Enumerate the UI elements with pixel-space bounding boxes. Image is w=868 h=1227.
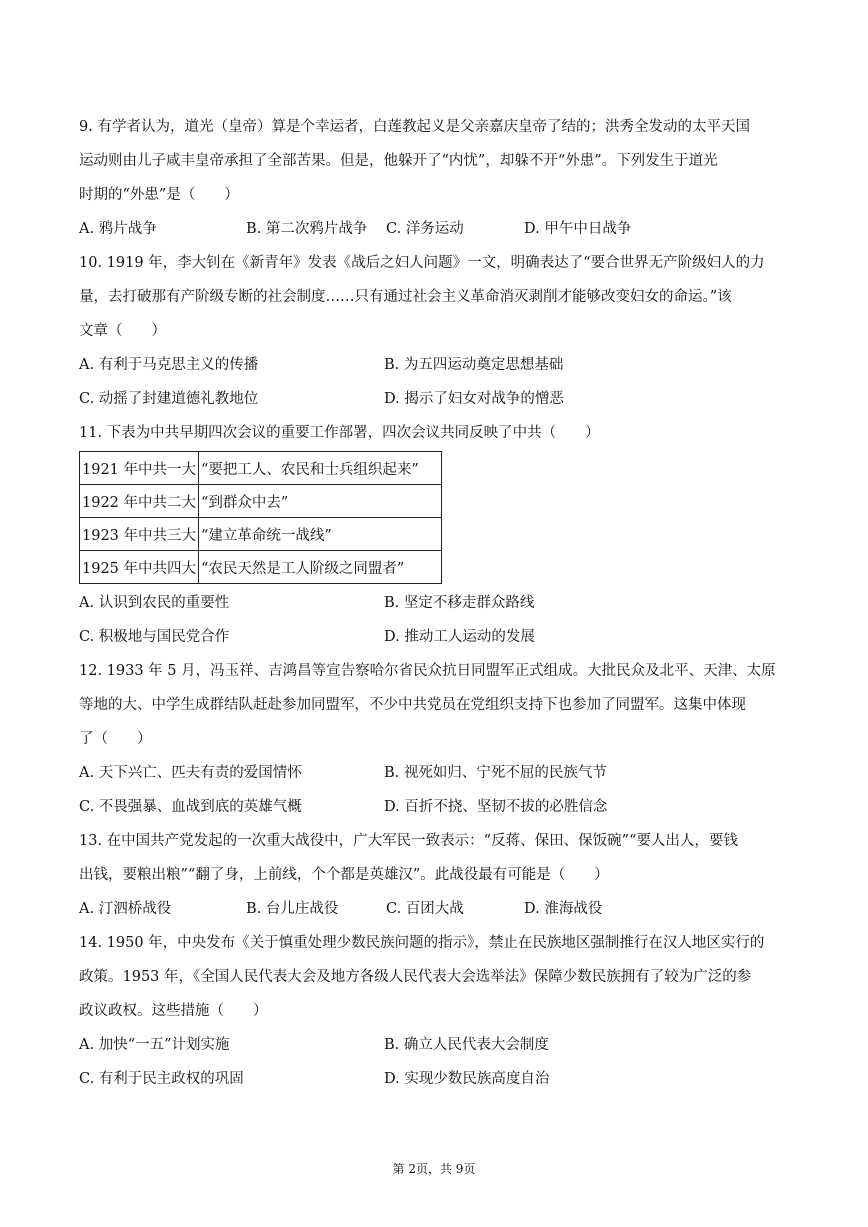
- stem-line: 运动则由儿子咸丰皇帝承担了全部苦果。但是，他躲开了“内忧”，却躲不开“外患”。下列发生于道光: [79, 153, 718, 169]
- table-cell-deployment: “农民天然是工人阶级之同盟者”: [199, 551, 442, 584]
- option-d: D. 实现少数民族高度自治: [384, 1071, 550, 1087]
- stem-line: 13. 在中国共产党发起的一次重大战役中，广大军民一致表示：“反蒋、保田、保饭碗”“要人出人，要钱: [79, 833, 738, 849]
- stem-line: 12. 1933 年 5 月，冯玉祥、吉鸿昌等宣告察哈尔省民众抗日同盟军正式组成。大批民众及北平、天津、太原: [79, 663, 776, 679]
- question-stem: [79, 246, 791, 348]
- option-c: C. 百团大战: [386, 901, 464, 917]
- stem-line: 等地的大、中学生成群结队赶赴参加同盟军，不少中共党员在党组织支持下也参加了同盟军。这集中体现: [79, 697, 746, 713]
- option-b: B. 第二次鸦片战争: [246, 221, 368, 237]
- stem-line: 14. 1950 年，中央发布《关于慎重处理少数民族问题的指示》，禁止在民族地区强制推行在汉人地区实行的: [79, 935, 765, 951]
- page-number: 第 2页，共 9页: [392, 1162, 476, 1176]
- question-stem: [79, 926, 791, 1028]
- stem-line: 9. 有学者认为，道光（皇帝）算是个幸运者，白莲教起义是父亲嘉庆皇帝了结的；洪秀全发动的太平天国: [79, 119, 750, 135]
- table-cell-meeting: 1923 年中共三大: [80, 518, 199, 551]
- question-stem: [79, 416, 791, 450]
- table-row: [80, 518, 442, 551]
- option-c: C. 不畏强暴、血战到底的英雄气概: [79, 799, 302, 815]
- options-row: [79, 382, 791, 416]
- option-a: A. 加快“一五”计划实施: [79, 1037, 230, 1053]
- options-row: [79, 756, 791, 790]
- option-c: C. 有利于民主政权的巩固: [79, 1071, 244, 1087]
- option-a: A. 汀泗桥战役: [79, 901, 172, 917]
- option-d: D. 揭示了妇女对战争的憎恶: [384, 391, 564, 407]
- question-13: [79, 824, 791, 926]
- stem-line: 文章（ ）: [79, 323, 166, 339]
- option-a: A. 有利于马克思主义的传播: [79, 357, 259, 373]
- options-row: [79, 348, 791, 382]
- option-b: B. 坚定不移走群众路线: [384, 595, 535, 611]
- options-row: [79, 1028, 791, 1062]
- stem-line: 出钱，要粮出粮”“翻了身，上前线，个个都是英雄汉”。此战役最有可能是（ ）: [79, 867, 609, 883]
- stem-line: 政议政权。这些措施（ ）: [79, 1003, 268, 1019]
- question-list: [79, 110, 791, 1096]
- question-stem: [79, 110, 791, 212]
- stem-line: 量，去打破那有产阶级专断的社会制度……只有通过社会主义革命消灭剥削才能够改变妇女的命运。”该: [79, 289, 732, 305]
- option-b: B. 为五四运动奠定思想基础: [384, 357, 564, 373]
- table-row: [80, 485, 442, 518]
- option-b: B. 确立人民代表大会制度: [384, 1037, 549, 1053]
- stem-line: 了（ ）: [79, 731, 152, 747]
- table-row: [80, 452, 442, 485]
- stem-line: 时期的“外患”是（ ）: [79, 187, 239, 203]
- table-row: [80, 551, 442, 584]
- question-stem: [79, 824, 791, 892]
- options-row: [79, 790, 791, 824]
- option-d: D. 推动工人运动的发展: [384, 629, 535, 645]
- table-cell-meeting: 1921 年中共一大: [80, 452, 199, 485]
- question-14: [79, 926, 791, 1096]
- option-b: B. 视死如归、宁死不屈的民族气节: [384, 765, 607, 781]
- table-cell-meeting: 1922 年中共二大: [80, 485, 199, 518]
- table-cell-deployment: “建立革命统一战线”: [199, 518, 442, 551]
- option-a: A. 认识到农民的重要性: [79, 595, 230, 611]
- options-row: [79, 586, 791, 620]
- question-12: [79, 654, 791, 824]
- options-row: [79, 1062, 791, 1096]
- question-10: [79, 246, 791, 416]
- options-row: [79, 892, 791, 926]
- option-c: C. 动摇了封建道德礼教地位: [79, 391, 259, 407]
- stem-line: 政策。1953 年，《全国人民代表大会及地方各级人民代表大会选举法》保障少数民族拥有了较为广泛的参: [79, 969, 752, 985]
- option-b: B. 台儿庄战役: [246, 901, 339, 917]
- option-c: C. 积极地与国民党合作: [79, 629, 230, 645]
- options-row: [79, 212, 791, 246]
- meetings-table: [79, 451, 442, 584]
- options-row: [79, 620, 791, 654]
- table-cell-deployment: “要把工人、农民和士兵组织起来”: [199, 452, 442, 485]
- option-d: D. 淮海战役: [524, 901, 603, 917]
- stem-line: 11. 下表为中共早期四次会议的重要工作部署，四次会议共同反映了中共（ ）: [79, 425, 600, 441]
- option-d: D. 百折不挠、坚韧不拔的必胜信念: [384, 799, 608, 815]
- option-a: A. 鸦片战争: [79, 221, 157, 237]
- table-cell-meeting: 1925 年中共四大: [80, 551, 199, 584]
- question-11: [79, 416, 791, 654]
- option-c: C. 洋务运动: [386, 221, 464, 237]
- stem-line: 10. 1919 年，李大钊在《新青年》发表《战后之妇人问题》一文，明确表达了“要合世界无产阶级妇人的力: [79, 255, 765, 271]
- question-9: [79, 110, 791, 246]
- option-a: A. 天下兴亡、匹夫有责的爱国情怀: [79, 765, 302, 781]
- table-cell-deployment: “到群众中去”: [199, 485, 442, 518]
- option-d: D. 甲午中日战争: [524, 221, 632, 237]
- question-stem: [79, 654, 791, 756]
